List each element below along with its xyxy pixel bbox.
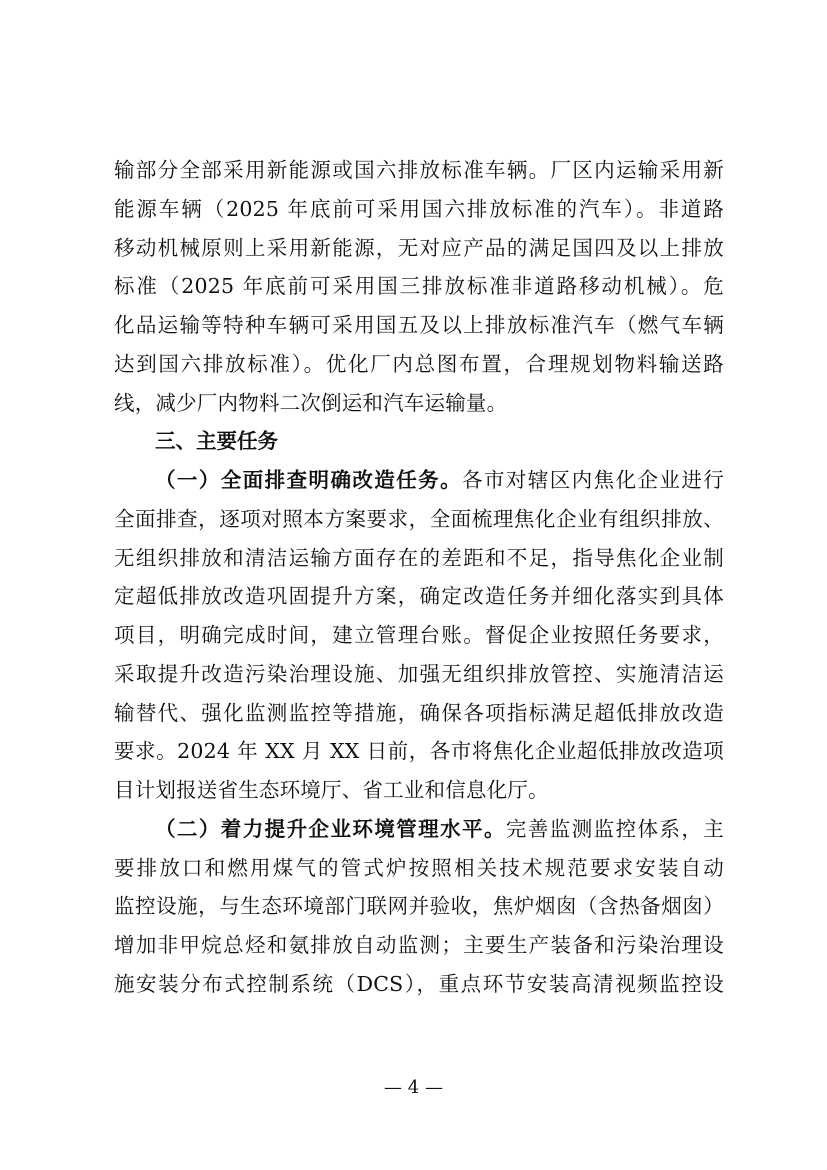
paragraph2-line-2: 全面排查，逐项对照本方案要求，全面梳理焦化企业有组织排放、 — [114, 507, 724, 531]
paragraph3-line-3: 监控设施，与生态环境部门联网并验收，焦炉烟囱（含热备烟囱） — [114, 894, 724, 918]
section-heading: 三、主要任务 — [155, 429, 278, 453]
paragraph1-line-1: 输部分全部采用新能源或国六排放标准车辆。厂区内运输采用新 — [114, 158, 724, 182]
paragraph2-line-1 — [155, 465, 724, 495]
paragraph1-line-2: 能源车辆（2025 年底前可采用国六排放标准的汽车）。非道路 — [114, 197, 724, 221]
paragraph3-line-4: 增加非甲烷总烃和氨排放自动监测；主要生产装备和污染治理设 — [114, 933, 724, 957]
paragraph2-line-5: 项目，明确完成时间，建立管理台账。督促企业按照任务要求， — [114, 623, 724, 647]
paragraph2-line-4: 定超低排放改造巩固提升方案，确定改造任务并细化落实到具体 — [114, 584, 724, 608]
paragraph3-line-5: 施安装分布式控制系统（DCS），重点环节安装高清视频监控设 — [114, 972, 724, 996]
paragraph2-lead: （一）全面排查明确改造任务。 — [155, 468, 463, 492]
paragraph1-line-7: 线，减少厂内物料二次倒运和汽车运输量。 — [114, 391, 508, 415]
paragraph2-first-line-rest: 各市对辖区内焦化企业进行 — [462, 468, 724, 492]
page-number: — 4 — — [384, 1077, 443, 1098]
paragraph1-line-6: 达到国六排放标准）。优化厂内总图布置，合理规划物料输送路 — [114, 352, 724, 376]
paragraph1-line-4: 标准（2025 年底前可采用国三排放标准非道路移动机械）。危 — [114, 274, 724, 298]
paragraph2-line-6: 采取提升改造污染治理设施、加强无组织排放管控、实施清洁运 — [114, 662, 724, 686]
paragraph2-line-3: 无组织排放和清洁运输方面存在的差距和不足，指导焦化企业制 — [114, 546, 724, 570]
paragraph3-lead: （二）着力提升企业环境管理水平。 — [155, 817, 506, 841]
paragraph1-line-3: 移动机械原则上采用新能源，无对应产品的满足国四及以上排放 — [114, 236, 724, 260]
paragraph1-line-5: 化品运输等特种车辆可采用国五及以上排放标准汽车（燃气车辆 — [114, 313, 724, 337]
paragraph2-line-9: 目计划报送省生态环境厅、省工业和信息化厅。 — [114, 778, 549, 802]
paragraph2-line-7: 输替代、强化监测监控等措施，确保各项指标满足超低排放改造 — [114, 701, 724, 725]
paragraph3-line-2: 要排放口和燃用煤气的管式炉按照相关技术规范要求安装自动 — [114, 856, 724, 880]
paragraph2-line-8: 要求。2024 年 XX 月 XX 日前，各市将焦化企业超低排放改造项 — [114, 739, 724, 763]
paragraph3-line-1 — [155, 814, 724, 844]
paragraph3-first-line-rest: 完善监测监控体系，主 — [505, 817, 724, 841]
